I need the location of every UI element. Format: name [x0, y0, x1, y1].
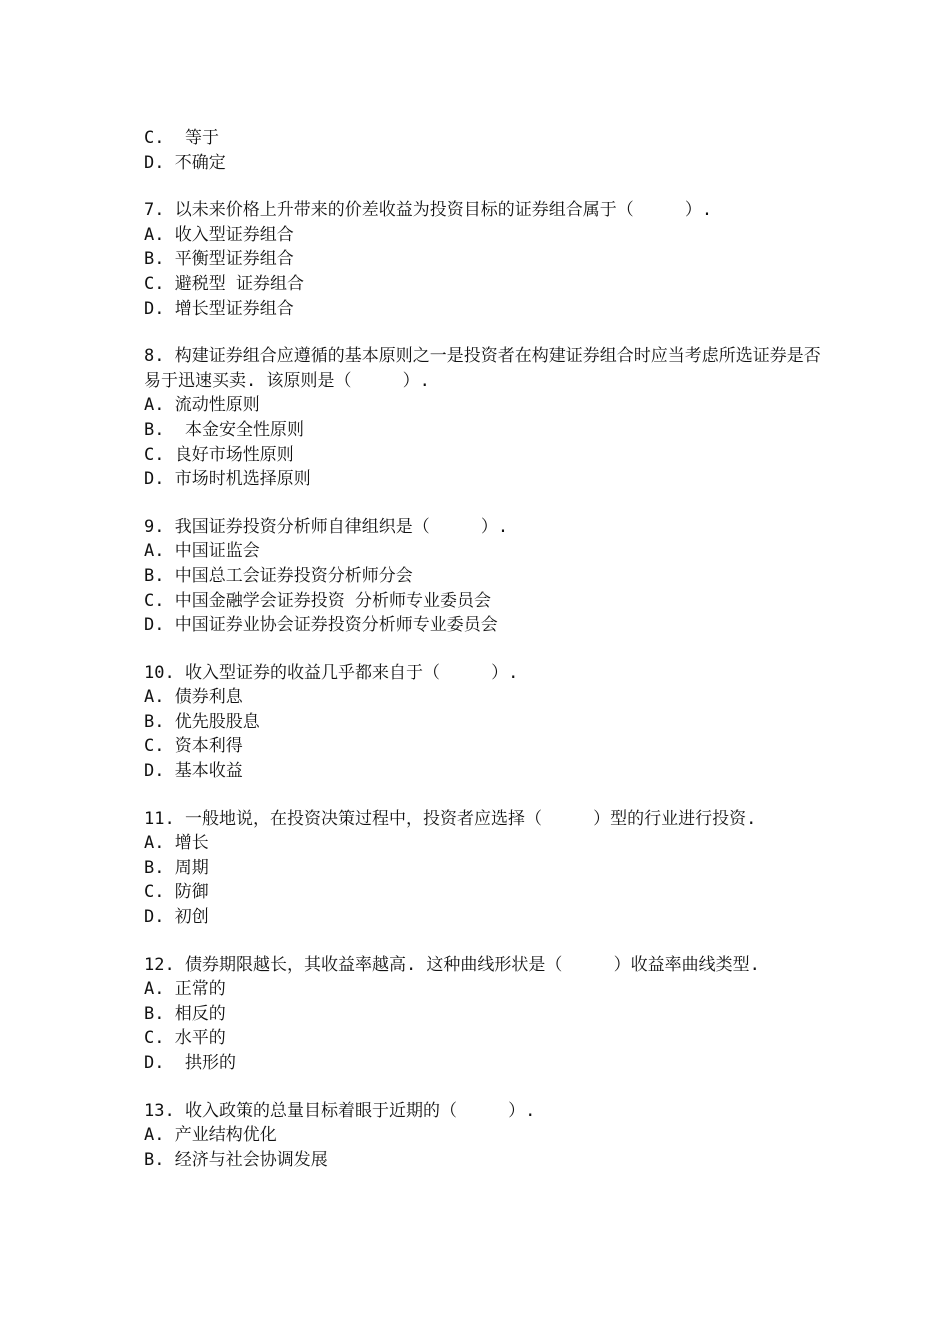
option-c: C. 避税型 证券组合: [144, 273, 304, 294]
option-b: B. 优先股股息: [144, 711, 260, 732]
option-d: D. 拱形的: [144, 1053, 236, 1073]
option-a: A. 债券利息: [144, 687, 243, 708]
document-body: [144, 126, 824, 1172]
option-b: B. 平衡型证券组合: [144, 249, 294, 270]
option-c: C. 防御: [144, 882, 209, 903]
option-d: D. 中国证券业协会证券投资分析师专业委员会: [144, 615, 498, 636]
question-stem: 8. 构建证券组合应遵循的基本原则之一是投资者在构建证券组合时应当考虑所选证券是否易于迅速买卖. 该原则是（ ）.: [144, 346, 821, 391]
option-c: C. 中国金融学会证券投资 分析师专业委员会: [144, 590, 491, 611]
question-11: [144, 807, 824, 930]
option-a: A. 产业结构优化: [144, 1125, 277, 1146]
option-c: C. 等于: [144, 128, 219, 148]
option-d: D. 增长型证券组合: [144, 298, 294, 319]
option-d: D. 基本收益: [144, 761, 243, 782]
option-a: A. 收入型证券组合: [144, 224, 294, 245]
option-d: D. 不确定: [144, 152, 226, 173]
question-stem: 13. 收入政策的总量目标着眼于近期的（ ）.: [144, 1100, 536, 1121]
option-b: B. 本金安全性原则: [144, 419, 304, 440]
option-b: B. 相反的: [144, 1003, 226, 1024]
option-a: A. 中国证监会: [144, 541, 260, 562]
option-d: D. 初创: [144, 907, 209, 928]
question-stem: 7. 以未来价格上升带来的价差收益为投资目标的证券组合属于（ ）.: [144, 200, 713, 221]
question-stem: 12. 债券期限越长，其收益率越高. 这种曲线形状是（ ）收益率曲线类型.: [144, 954, 760, 975]
option-b: B. 经济与社会协调发展: [144, 1149, 328, 1170]
option-c: C. 资本利得: [144, 736, 243, 757]
option-c: C. 良好市场性原则: [144, 444, 294, 465]
option-b: B. 周期: [144, 857, 209, 878]
previous-question-options: [144, 126, 824, 175]
option-b: B. 中国总工会证券投资分析师分会: [144, 565, 413, 586]
option-d: D. 市场时机选择原则: [144, 469, 311, 490]
option-a: A. 流动性原则: [144, 395, 260, 416]
question-7: [144, 198, 824, 321]
option-c: C. 水平的: [144, 1028, 226, 1049]
question-10: [144, 661, 824, 784]
option-a: A. 正常的: [144, 979, 226, 1000]
question-stem: 10. 收入型证券的收益几乎都来自于（ ）.: [144, 662, 519, 683]
question-9: [144, 515, 824, 638]
question-stem: 11. 一般地说，在投资决策过程中，投资者应选择（ ）型的行业进行投资.: [144, 808, 757, 829]
question-13: [144, 1099, 824, 1173]
question-8: [144, 344, 824, 492]
question-stem: 9. 我国证券投资分析师自律组织是（ ）.: [144, 516, 509, 537]
option-a: A. 增长: [144, 833, 209, 854]
question-12: [144, 953, 824, 1076]
